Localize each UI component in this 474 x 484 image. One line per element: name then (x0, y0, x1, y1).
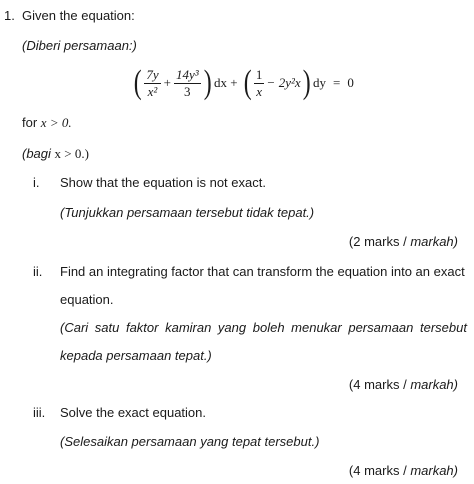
fraction-denominator: x (256, 83, 263, 99)
part-iii-label: iii. (33, 405, 46, 420)
right-paren-2: ) (302, 64, 311, 101)
marks-english: (2 marks / (348, 234, 411, 249)
fraction-numerator: 14y³ (175, 66, 199, 82)
condition-expression: x > 0. (40, 115, 72, 130)
condition-line (22, 115, 72, 131)
part-ii-text-line2: equation. (60, 292, 114, 307)
marks-malay: markah) (410, 377, 458, 392)
right-paren-1: ) (203, 64, 212, 101)
differential-equation (132, 60, 354, 106)
left-paren-1: ( (133, 64, 142, 101)
term-2y2x: 2y²x (278, 75, 301, 90)
minus-sign: − (267, 75, 275, 90)
part-ii-text-malay-line2: kepada persamaan tepat.) (60, 348, 212, 363)
part-ii-text-malay-line1: (Cari satu faktor kamiran yang boleh menukar persamaan tersebut (60, 320, 467, 335)
fraction-denominator: 3 (184, 83, 191, 99)
part-ii-label: ii. (33, 264, 43, 279)
marks-english: (4 marks / (348, 377, 411, 392)
dx-term: dx + (213, 75, 238, 90)
fraction-14y3-over-3 (174, 68, 201, 99)
fraction-denominator: x² (147, 83, 158, 99)
dy-term: dy (312, 75, 326, 90)
condition-prefix: for (22, 115, 41, 130)
plus-sign: + (163, 75, 171, 90)
left-paren-2: ( (243, 64, 252, 101)
part-iii-text-malay: (Selesaikan persamaan yang tepat tersebut.) (60, 434, 320, 449)
part-i-marks (349, 234, 458, 249)
condition-line-malay (22, 146, 89, 162)
fraction-7y-over-x2 (144, 68, 160, 99)
part-ii-marks (349, 377, 458, 392)
marks-malay: markah) (410, 463, 458, 478)
question-intro: Given the equation: (22, 8, 135, 23)
part-i-text-malay: (Tunjukkan persamaan tersebut tidak tepat.) (60, 205, 315, 220)
question-intro-malay: (Diberi persamaan:) (22, 38, 137, 53)
part-i-label: i. (33, 175, 40, 190)
equals-sign: = (332, 75, 341, 90)
part-i-text: Show that the equation is not exact. (60, 175, 266, 190)
fraction-1-over-x (254, 68, 265, 99)
rhs-zero: 0 (347, 75, 354, 90)
condition-expression-malay: x > 0.) (54, 146, 89, 161)
condition-prefix-malay: (bagi (22, 146, 55, 161)
fraction-numerator: 1 (255, 66, 263, 82)
part-iii-marks (349, 463, 458, 478)
part-iii-text: Solve the exact equation. (60, 405, 206, 420)
part-ii-text-line1: Find an integrating factor that can transform the equation into an exact (60, 264, 465, 279)
question-number: 1. (4, 8, 15, 23)
marks-english: (4 marks / (348, 463, 411, 478)
fraction-numerator: 7y (146, 66, 159, 82)
marks-malay: markah) (410, 234, 458, 249)
